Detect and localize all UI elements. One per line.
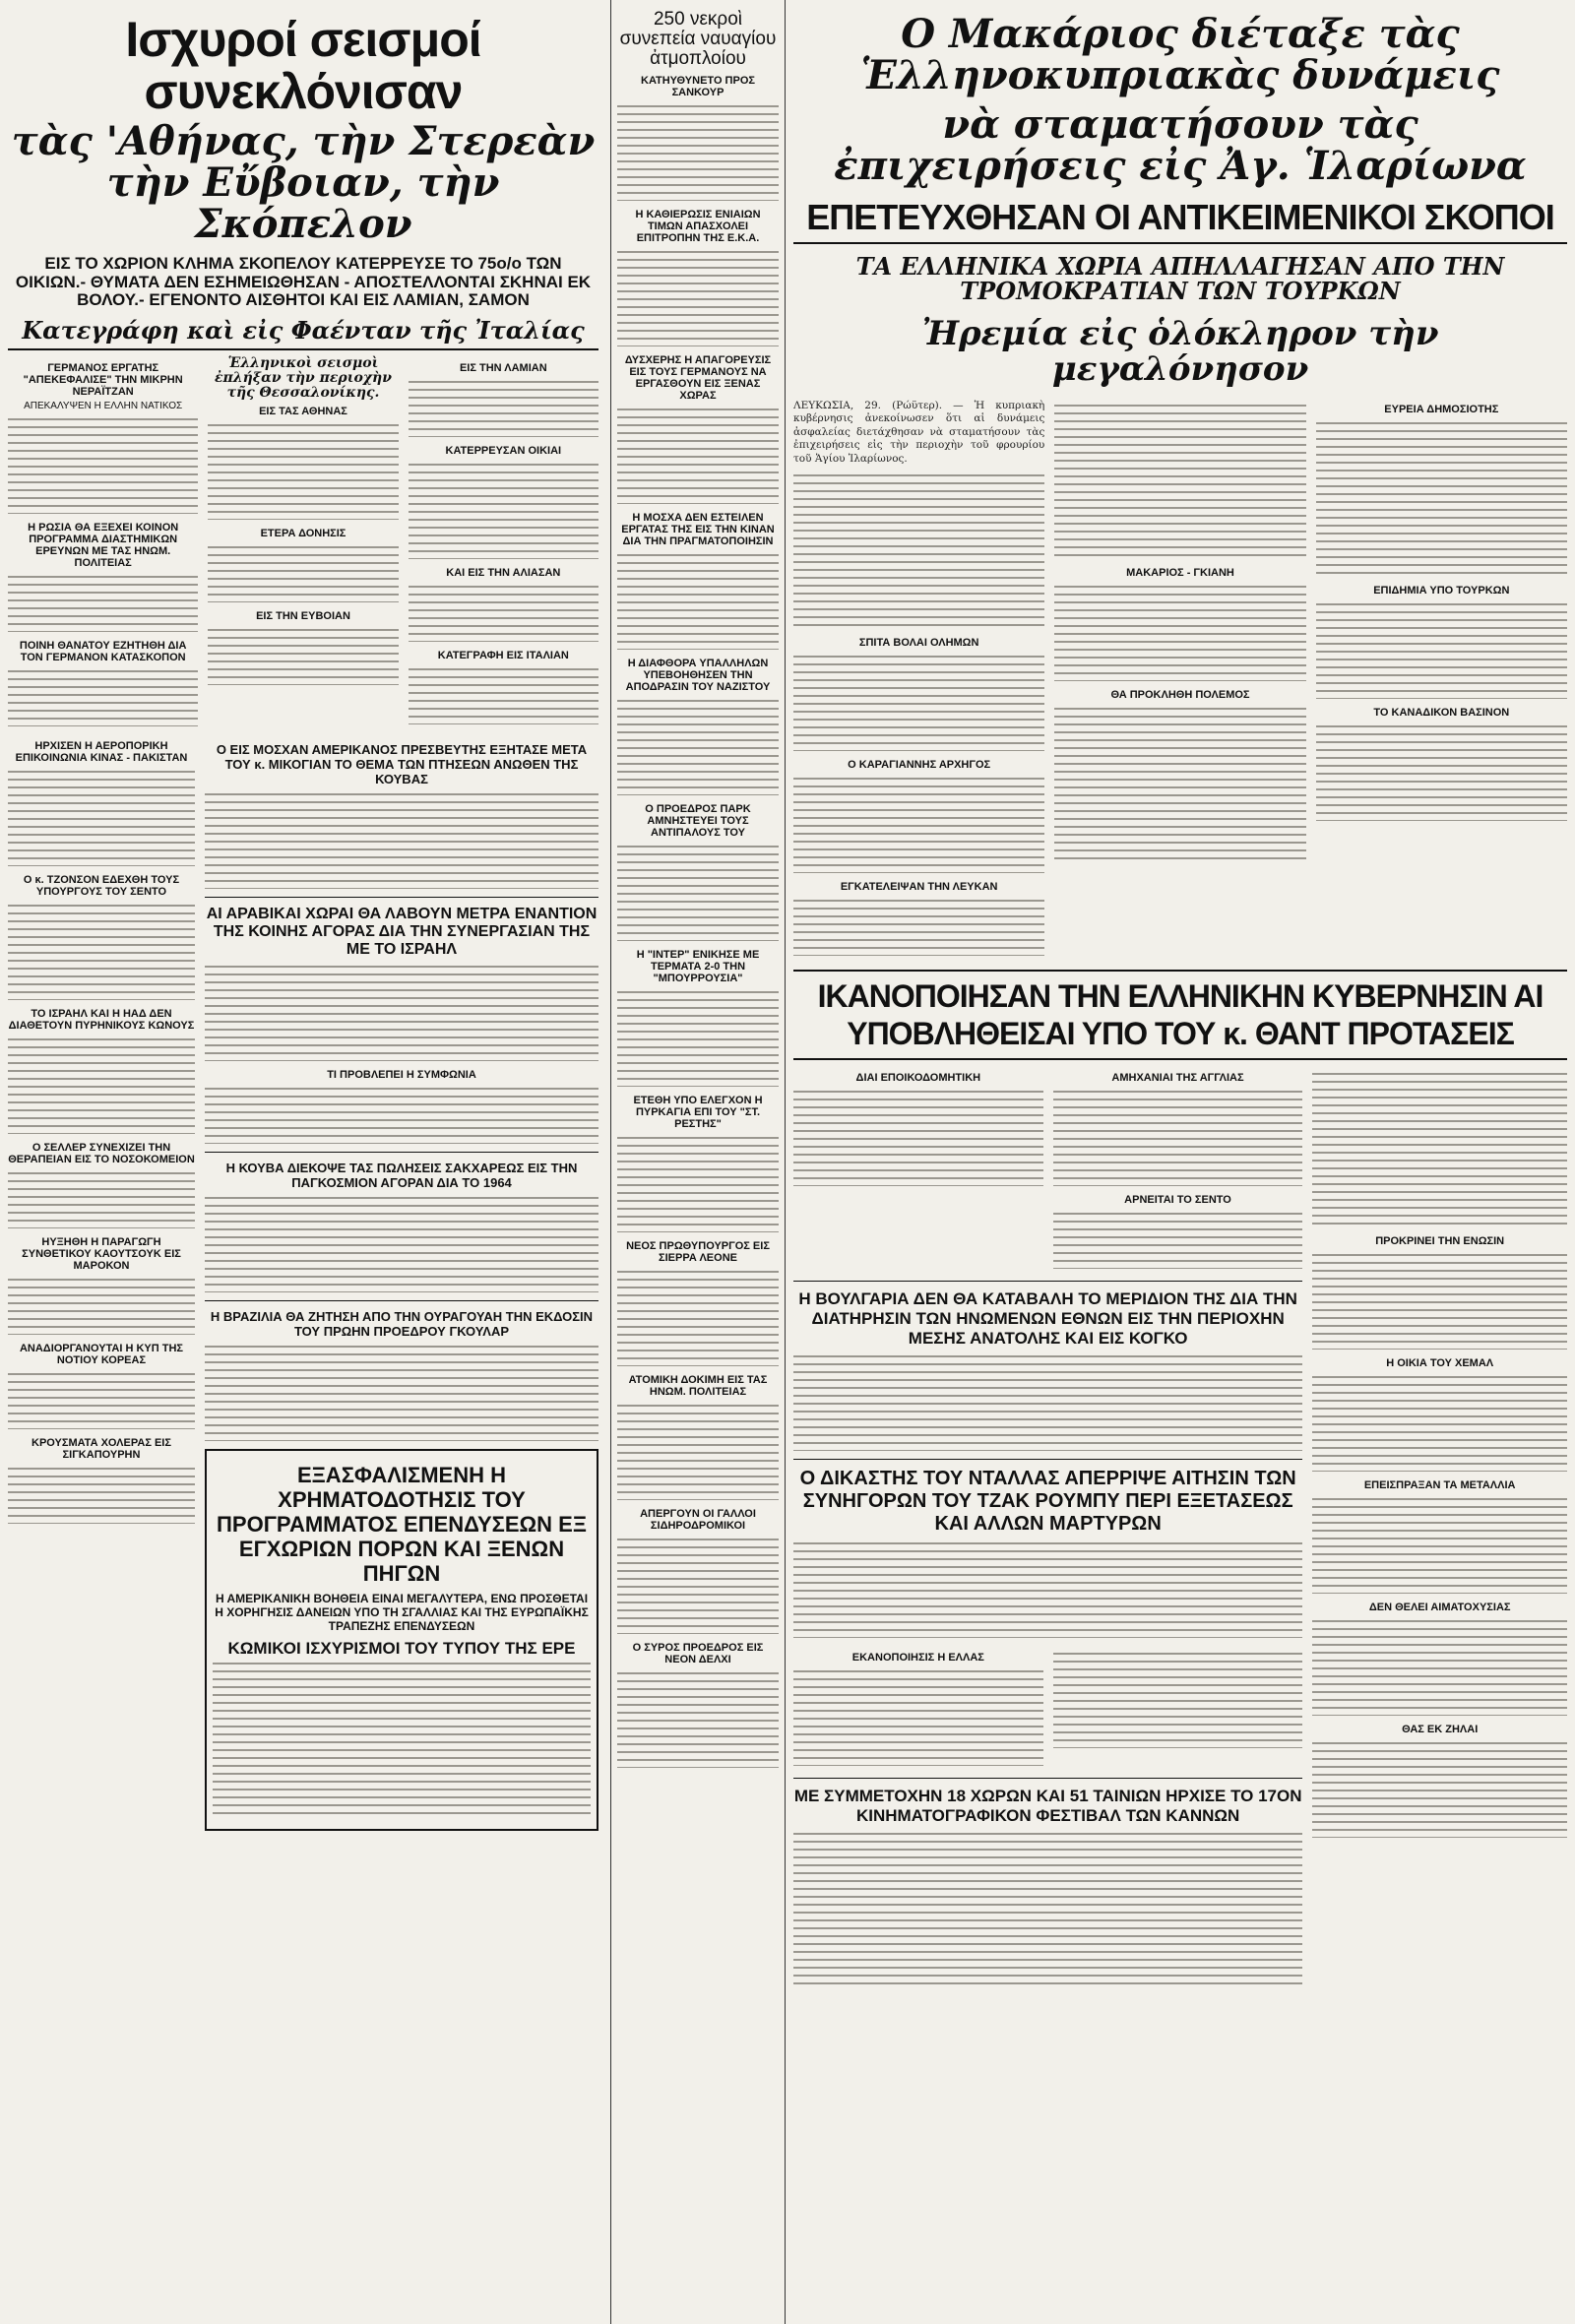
right-inner-head: ΤΟ ΚΑΝΑΔΙΚΟΝ ΒΑΣΙΝΟΝ <box>1373 706 1510 719</box>
mid-story-head: ΝΕΟΣ ΠΡΩΘΥΠΟΥΡΓΟΣ ΕΙΣ ΣΙΕΡΡΑ ΛΕΟΝΕ <box>626 1239 770 1264</box>
story-byline: ΑΠΕΚΑΛΥΨΕΝ Η ΕΛΛΗΝ ΝΑΤΙΚΟΣ <box>24 401 183 412</box>
inner-head: ΚΑΤΕΓΡΑΦΗ ΕΙΣ ΙΤΑΛΙΑΝ <box>437 650 569 662</box>
left-column <box>8 0 598 2324</box>
inner-head: ΕΙΣ ΤΑΣ ΑΘΗΝΑΣ <box>259 406 347 418</box>
story-headline: ΗΥΞΗΘΗ Η ΠΑΡΑΓΩΓΗ ΣΥΝΘΕΤΙΚΟΥ ΚΑΟΥΤΣΟΥΚ ΕΙΣ ΜΑΡΟΚΟΝ <box>22 1236 181 1273</box>
quake-lead: Ἑλληνικοὶ σεισμοὶ ἐπλήξαν τὴν περιοχὴν τῆς Θεσσαλονίκης. <box>215 355 392 401</box>
inner-head: ΕΤΕΡΑ ΔΟΝΗΣΙΣ <box>260 528 346 540</box>
right-inner-head: ΕΠΙΔΗΜΙΑ ΥΠΟ ΤΟΥΡΚΩΝ <box>1373 584 1510 597</box>
mid-story-head: ΕΤΕΘΗ ΥΠΟ ΕΛΕΓΧΟΝ Η ΠΥΡΚΑΓΙΑ ΕΠΙ ΤΟΥ "ΣΤ. ΡΕΣΤΗΣ" <box>633 1094 763 1130</box>
story-headline: ΗΡΧΙΣΕΝ Η ΑΕΡΟΠΟΡΙΚΗ ΕΠΙΚΟΙΝΩΝΙΑ ΚΙΝΑΣ - ΠΑΚΙΣΤΑΝ <box>15 740 188 765</box>
story-headline: Ο κ. ΤΖΟΝΣΟΝ ΕΔΕΧΘΗ ΤΟΥΣ ΥΠΟΥΡΓΟΥΣ ΤΟΥ ΣΕΝΤΟ <box>23 874 180 899</box>
right-inner-head: ΣΠΙΤΑ ΒΟΛΑΙ ΟΛΗΜΩΝ <box>858 637 979 650</box>
inner-head: ΕΙΣ ΤΗΝ ΛΑΜΙΑΝ <box>459 362 547 375</box>
finance-headline: ΕΞΑΣΦΑΛΙΣΜΕΝΗ Η ΧΡΗΜΑΤΟΔΟΤΗΣΙΣ ΤΟΥ ΠΡΟΓΡΑΜΜΑΤΟΣ ΕΠΕΝΔΥΣΕΩΝ ΕΞ ΕΓΧΩΡΙΩΝ ΠΟΡΩΝ ΚΑΙ ΞΕΝΩΝ ΠΗΓΩΝ <box>217 1463 587 1587</box>
mid-story-head: Η ΚΑΘΙΕΡΩΣΙΣ ΕΝΙΑΙΩΝ ΤΙΜΩΝ ΑΠΑΣΧΟΛΕΙ ΕΠΙΤΡΟΠΗΝ ΤΗΣ Ε.Κ.Α. <box>635 208 761 244</box>
earthquake-headline-3: τὴν Εὔβοιαν, τὴν Σκόπελον <box>106 159 500 247</box>
mid-story-head: Η "ΙΝΤΕΡ" ΕΝΙΚΗΣΕ ΜΕ ΤΕΡΜΑΤΑ 2-0 ΤΗΝ "ΜΠΟΥΡΡΟΥΣΙΑ" <box>636 948 760 984</box>
earthquake-headline-2: τὰς 'Αθήνας, τὴν Στερεὰν <box>11 118 596 164</box>
story-headline: ΓΕΡΜΑΝΟΣ ΕΡΓΑΤΗΣ "ΑΠΕΚΕΦΑΛΙΣΕ" ΤΗΝ ΜΙΚΡΗΝ ΝΕΡΑΪΤΖΑΝ <box>23 362 183 399</box>
middle-column <box>610 0 786 2324</box>
right-inner-head: ΕΥΡΕΙΑ ΔΗΜΟΣΙΟΤΗΣ <box>1384 403 1499 415</box>
thant-inner-head: Η ΟΙΚΙΑ ΤΟΥ ΧΕΜΑΛ <box>1386 1357 1494 1370</box>
mid-story-head: ΑΠΕΡΓΟΥΝ ΟΙ ΓΑΛΛΟΙ ΣΙΔΗΡΟΔΡΟΜΙΚΟΙ <box>640 1507 756 1532</box>
inner-head: ΕΙΣ ΤΗΝ ΕΥΒΟΙΑΝ <box>256 610 350 623</box>
cannes-headline: ΜΕ ΣΥΜΜΕΤΟΧΗΝ 18 ΧΩΡΩΝ ΚΑΙ 51 ΤΑΙΝΙΩΝ ΗΡΧΙΣΕ ΤΟ 17ΟΝ ΚΙΝΗΜΑΤΟΓΡΑΦΙΚΟΝ ΦΕΣΤΙΒΑΛ ΤΩΝ ΚΑΝΝΩΝ <box>793 1787 1302 1826</box>
story-headline: ΤΟ ΙΣΡΑΗΛ ΚΑΙ Η ΗΑΔ ΔΕΝ ΔΙΑΘΕΤΟΥΝ ΠΥΡΗΝΙΚΟΥΣ ΚΩΝΟΥΣ <box>8 1008 195 1033</box>
cuba-headline: Η ΚΟΥΒΑ ΔΙΕΚΟΨΕ ΤΑΣ ΠΩΛΗΣΕΙΣ ΣΑΚΧΑΡΕΩΣ ΕΙΣ ΤΗΝ ΠΑΓΚΟΣΜΙΟΝ ΑΓΟΡΑΝ ΔΙΑ ΤΟ 1964 <box>225 1161 578 1191</box>
thant-inner-head: ΑΜΗΧΑΝΙΑΙ ΤΗΣ ΑΓΓΛΙΑΣ <box>1111 1072 1244 1085</box>
mid-story-head: ΑΤΟΜΙΚΗ ΔΟΚΙΜΗ ΕΙΣ ΤΑΣ ΗΝΩΜ. ΠΟΛΙΤΕΙΑΣ <box>628 1373 768 1398</box>
arab-subhead: ΤΙ ΠΡΟΒΛΕΠΕΙ Η ΣΥΜΦΩΝΙΑ <box>327 1069 476 1082</box>
shipwreck-subhead: ΚΑΤΗΥΘΥΝΕΤΟ ΠΡΟΣ ΣΑΝΚΟΥΡ <box>641 74 755 98</box>
story-headline: Ο ΣΕΛΛΕΡ ΣΥΝΕΧΙΖΕΙ ΤΗΝ ΘΕΡΑΠΕΙΑΝ ΕΙΣ ΤΟ ΝΟΣΟΚΟΜΕΙΟΝ <box>8 1142 195 1166</box>
story-headline: ΠΟΙΝΗ ΘΑΝΑΤΟΥ ΕΖΗΤΗΘΗ ΔΙΑ ΤΟΝ ΓΕΡΜΑΝΟΝ ΚΑΤΑΣΚΟΠΟΝ <box>19 640 187 664</box>
bottom-inner-head: ΔΕΝ ΘΕΛΕΙ ΑΙΜΑΤΟΧΥΣΙΑΣ <box>1368 1602 1511 1614</box>
villages-subhead: ΤΑ ΕΛΛΗΝΙΚΑ ΧΩΡΙΑ ΑΠΗΛΛΑΓΗΣΑΝ ΑΠΟ ΤΗΝ ΤΡΟΜΟΚΡΑΤΙΑΝ ΤΩΝ ΤΟΥΡΚΩΝ <box>855 251 1505 305</box>
mid-story-head: Ο ΠΡΟΕΔΡΟΣ ΠΑΡΚ ΑΜΝΗΣΤΕΥΕΙ ΤΟΥΣ ΑΝΤΙΠΑΛΟΥΣ ΤΟΥ <box>645 802 751 839</box>
story-headline: ΚΡΟΥΣΜΑΤΑ ΧΟΛΕΡΑΣ ΕΙΣ ΣΙΓΚΑΠΟΥΡΗΝ <box>32 1437 171 1462</box>
story-headline: ΑΝΑΔΙΟΡΓΑΝΟΥΤΑΙ Η ΚΥΠ ΤΗΣ ΝΟΤΙΟΥ ΚΟΡΕΑΣ <box>19 1343 184 1367</box>
earthquake-subhead: ΕΙΣ ΤΟ ΧΩΡΙΟΝ ΚΛΗΜΑ ΣΚΟΠΕΛΟΥ ΚΑΤΕΡΡΕΥΣΕ ΤΟ 75ο/ο ΤΩΝ ΟΙΚΙΩΝ.- ΘΥΜΑΤΑ ΔΕΝ ΕΣΗΜΕΙΩΘΗΣΑΝ - ΑΠΟΣΤΕΛΛΟΝΤΑΙ ΣΚΗΝΑΙ ΕΚ ΒΟΛΟΥ.- ΕΓΕΝΟΝΤΟ ΑΙΣΘΗΤΟΙ ΚΑΙ ΕΙΣ ΛΑΜΙΑΝ, ΣΑΜΟΝ <box>15 254 592 310</box>
right-inner-head: ΜΑΚΑΡΙΟΣ - ΓΚΙΑΝΗ <box>1126 566 1234 579</box>
inner-head: ΚΑΤΕΡΡΕΥΣΑΝ ΟΙΚΙΑΙ <box>445 445 562 458</box>
makarios-lead: ΛΕΥΚΩΣΙΑ, 29. (Ρώϋτερ). — Ἡ κυπριακὴ κυβέρνησις ἀνεκοίνωσεν ὅτι αἱ δυνάμεις ἀσφαλείας διετάχθησαν νὰ σταματήσουν τὰς ἐπιχειρήσεις εἰς τὴν περιοχὴν τοῦ φρουρίου τοῦ Ἁγίου Ἱλαρίωνος. <box>793 399 1045 465</box>
inner-head: ΚΑΙ ΕΙΣ ΤΗΝ ΑΛΙΑΣΑΝ <box>446 567 561 580</box>
makarios-headline: Ο Μακάριος διέταξε τὰς Ἑλληνοκυπριακὰς δυνάμεις <box>860 11 1500 98</box>
thant-headline: ΙΚΑΝΟΠΟΙΗΣΑΝ ΤΗΝ ΕΛΛΗΝΙΚΗΝ ΚΥΒΕΡΝΗΣΙΝ ΑΙ ΥΠΟΒΛΗΘΕΙΣΑΙ ΥΠΟ ΤΟΥ κ. ΘΑΝΤ ΠΡΟΤΑΣΕΙΣ <box>817 978 1544 1052</box>
dallas-headline: Ο ΔΙΚΑΣΤΗΣ ΤΟΥ ΝΤΑΛΛΑΣ ΑΠΕΡΡΙΨΕ ΑΙΤΗΣΙΝ ΤΩΝ ΣΥΝΗΓΟΡΩΝ ΤΟΥ ΤΖΑΚ ΡΟΥΜΠΥ ΠΕΡΙ ΕΞΕΤΑΣΕΩΣ ΚΑΙ ΑΛΛΩΝ ΜΑΡΤΥΡΩΝ <box>799 1468 1296 1536</box>
right-inner-head: Ο ΚΑΡΑΓΙΑΝΝΗΣ ΑΡΧΗΓΟΣ <box>848 759 991 772</box>
right-column <box>793 0 1567 2324</box>
arab-headline: ΑΙ ΑΡΑΒΙΚΑΙ ΧΩΡΑΙ ΘΑ ΛΑΒΟΥΝ ΜΕΤΡΑ ΕΝΑΝΤΙΟΝ ΤΗΣ ΚΟΙΝΗΣ ΑΓΟΡΑΣ ΔΙΑ ΤΗΝ ΣΥΝΕΡΓΑΣΙΑΝ ΤΗΣ ΜΕ ΤΟ ΙΣΡΑΗΛ <box>206 906 598 959</box>
bottom-inner-head: ΕΚΑΝΟΠΟΙΗΣΙΣ Η ΕΛΛΑΣ <box>851 1652 984 1664</box>
earthquake-headline: Ισχυροί σεισμοί συνεκλόνισαν <box>125 12 481 119</box>
thant-inner-head: ΠΡΟΚΡΙΝΕΙ ΤΗΝ ΕΝΩΣΙΝ <box>1375 1235 1505 1248</box>
mid-story-head: Η ΜΟΣΧΑ ΔΕΝ ΕΣΤΕΙΛΕΝ ΕΡΓΑΤΑΣ ΤΗΣ ΕΙΣ ΤΗΝ ΚΙΝΑΝ ΔΙΑ ΤΗΝ ΠΡΑΓΜΑΤΟΠΟΙΗΣΙΝ <box>621 511 775 547</box>
finance-subhead: Η ΑΜΕΡΙΚΑΝΙΚΗ ΒΟΗΘΕΙΑ ΕΙΝΑΙ ΜΕΓΑΛΥΤΕΡΑ, ΕΝΩ ΠΡΟΣΘΕΤΑΙ Η ΧΟΡΗΓΗΣΙΣ ΔΑΝΕΙΩΝ ΥΠΟ ΤΗ ΣΓΑΛΛΙΑΣ ΚΑΙ ΤΗΣ ΕΥΡΩΠΑΪΚΗΣ ΤΡΑΠΕΖΗΣ ΕΠΕΝΔΥΣΕΩΝ <box>215 1592 589 1634</box>
mid-story-head: ΔΥΣΧΕΡΗΣ Η ΑΠΑΓΟΡΕΥΣΙΣ ΕΙΣ ΤΟΥΣ ΓΕΡΜΑΝΟΥΣ ΝΑ ΕΡΓΑΣΘΟΥΝ ΕΙΣ ΞΕΝΑΣ ΧΩΡΑΣ <box>624 353 772 402</box>
ere-headline: ΚΩΜΙΚΟΙ ΙΣΧΥΡΙΣΜΟΙ ΤΟΥ ΤΥΠΟΥ ΤΗΣ ΕΡΕ <box>227 1639 576 1659</box>
story-headline: Η ΡΩΣΙΑ ΘΑ ΕΞΕΧΕΙ ΚΟΙΝΟΝ ΠΡΟΓΡΑΜΜΑ ΔΙΑΣΤΗΜΙΚΩΝ ΕΡΕΥΝΩΝ ΜΕ ΤΑΣ ΗΝΩΜ. ΠΟΛΙΤΕΙΑΣ <box>28 522 179 570</box>
bulgaria-headline: Η ΒΟΥΛΓΑΡΙΑ ΔΕΝ ΘΑ ΚΑΤΑΒΑΛΗ ΤΟ ΜΕΡΙΔΙΟΝ ΤΗΣ ΔΙΑ ΤΗΝ ΔΙΑΤΗΡΗΣΙΝ ΤΩΝ ΗΝΩΜΕΝΩΝ ΕΘΝΩΝ ΕΙΣ ΤΗΝ ΠΕΡΙΟΧΗΝ ΜΕΣΗΣ ΑΝΑΤΟΛΗΣ ΚΑΙ ΕΙΣ ΚΟΓΚΟ <box>798 1289 1297 1349</box>
shipwreck-headline: 250 νεκροὶ συνεπεία ναυαγίου ἀτμοπλοίου <box>619 9 777 69</box>
mid-story-head: Ο ΣΥΡΟΣ ΠΡΟΕΔΡΟΣ ΕΙΣ ΝΕΟΝ ΔΕΛΧΙ <box>632 1641 764 1665</box>
objectives-banner: ΕΠΕΤΕΥΧΘΗΣΑΝ ΟΙ ΑΝΤΙΚΕΙΜΕΝΙΚΟΙ ΣΚΟΠΟΙ <box>806 197 1554 237</box>
thant-inner-head: ΑΡΝΕΙΤΑΙ ΤΟ ΣΕΝΤΟ <box>1124 1194 1231 1207</box>
mikoyan-headline: Ο ΕΙΣ ΜΟΣΧΑΝ ΑΜΕΡΙΚΑΝΟΣ ΠΡΕΣΒΕΥΤΗΣ ΕΞΗΤΑΣΕ ΜΕΤΑ ΤΟΥ κ. ΜΙΚΟΓΙΑΝ ΤΟ ΘΕΜΑ ΤΩΝ ΠΤΗΣΕΩΝ ΑΝΩΘΕΝ ΤΗΣ ΚΟΥΒΑΣ <box>216 742 588 787</box>
makarios-headline-2: νὰ σταματήσουν τὰς ἐπιχειρήσεις εἰς Ἀγ. Ἱλαρίωνα <box>834 101 1527 189</box>
thant-inner-head: ΔΙΑΙ ΕΠΟΙΚΟΔΟΜΗΤΙΚΗ <box>855 1072 981 1085</box>
earthquake-section <box>8 356 598 734</box>
bottom-inner-head: ΘΑΣ ΕΚ ΖΗΛΑΙ <box>1402 1724 1479 1736</box>
brazil-headline: Η ΒΡΑΖΙΛΙΑ ΘΑ ΖΗΤΗΣΗ ΑΠΟ ΤΗΝ ΟΥΡΑΓΟΥΑΗ ΤΗΝ ΕΚΔΟΣΙΝ ΤΟΥ ΠΡΩΗΝ ΠΡΟΕΔΡΟΥ ΓΚΟΥΛΑΡ <box>210 1309 594 1340</box>
bottom-inner-head: ΕΠΕΙΣΠΡΑΞΑΝ ΤΑ ΜΕΤΑΛΛΙΑ <box>1363 1479 1516 1492</box>
calm-subhead: Ἠρεμία εἰς ὁλόκληρον τὴν μεγαλόνησον <box>921 314 1439 389</box>
earthquake-subhead-2: Κατεγράφη καὶ εἰς Φαένταν τῆς Ἰταλίας <box>22 316 585 345</box>
right-inner-head: ΕΓΚΑΤΕΛΕΙΨΑΝ ΤΗΝ ΛΕΥΚΑΝ <box>840 881 998 894</box>
right-inner-head: ΘΑ ΠΡΟΚΛΗΘΗ ΠΟΛΕΜΟΣ <box>1110 688 1250 701</box>
mid-story-head: Η ΔΙΑΦΘΟΡΑ ΥΠΑΛΛΗΛΩΝ ΥΠΕΒΟΗΘΗΣΕΝ ΤΗΝ ΑΠΟΔΡΑΣΙΝ ΤΟΥ ΝΑΖΙΣΤΟΥ <box>625 657 771 693</box>
